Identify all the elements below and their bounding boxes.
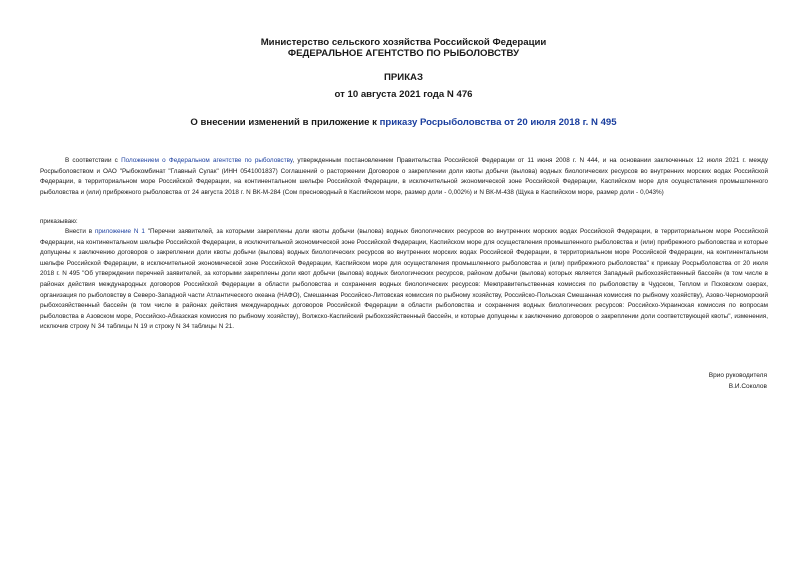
appendix-1-link[interactable]: приложение N 1 [94, 228, 145, 235]
operative-text-rest: "Перечни заявителей, за которыми закреплены доли квоты добычи (вылова) водных биологических ресурсов во внутренних морских водах Российской Федерации, в территориальном море Российской Федерации, на континентальном шельфе Российской Федерации, в исключительной экономической зоне Российской Федерации, Каспийском море для осуществления промышленного рыболовства и (или) прибрежного рыболовства и которые допущены к заключению договоров о закреплении доли квоты добычи (вылова) водных биологических ресурсов во внутренних морских водах Российской Федерации, в территориальном море Российской Федерации, на континентальном шельфе Российской Федерации, в исключительной экономической зоне Российской Федерации, Каспийском море для осуществления промышленного рыболовства и (или) прибрежного рыболовства" к приказу Росрыболовства от 20 июля 2018 г. N 495 "Об утверждении перечней заявителей, за которыми закреплены доли квот добычи (вылова) водных биологических ресурсов, районом добычи (вылова) которых является Западный рыбохозяйственный бассейн (в том числе в районах действия международных договоров Российской Федерации в области рыболовства и сохранения водных биологических ресурсов: Межправительственная комиссия по рыболовству в Чудском, Теплом и Псковском озерах, организация по рыболовству в Северо-Западной части Атлантического океана (НАФО), Смешанная Российско-Литовская комиссия по рыбному хозяйству, Российско-Польская Смешанная комиссия по рыбному хозяйству), Азово-Черноморский рыбохозяйственный бассейн (в том числе в районах действия международных договоров Российской Федерации в области рыболовства и сохранения водных биологических ресурсов: Российско-Украинская комиссия по вопросам рыболовства в Азовском море, Российско-Абхазская комиссия по рыбному хозяйству), Волжско-Каспийский рыбохозяйственный бассейн, и которые допущены к заключению договоров о закреплении доли соответствующей квоты", изменения, исключив строку N 34 таблицы N 19 и строку N 34 таблицы N 21. [40, 228, 768, 331]
document-title-prefix: О внесении изменений в приложение к [190, 117, 380, 128]
order-495-link[interactable]: приказу Росрыболовства от 20 июля 2018 г. N 495 [379, 117, 617, 128]
document-type-heading: ПРИКАЗ [384, 72, 423, 83]
agency-heading: ФЕДЕРАЛЬНОЕ АГЕНТСТВО ПО РЫБОЛОВСТВУ [287, 48, 520, 59]
preamble-paragraph [40, 156, 768, 198]
ministry-heading: Министерство сельского хозяйства Российской Федерации [260, 37, 547, 48]
agency-regulation-link[interactable]: Положением о Федеральном агентстве по рыболовству [121, 157, 293, 164]
order-word-paragraph: приказываю: [40, 218, 78, 225]
signatory-name: В.И.Соколов [728, 383, 767, 390]
signatory-role: Врио руководителя [708, 372, 767, 379]
preamble-text-start: В соответствии с [65, 157, 122, 164]
date-number-heading: от 10 августа 2021 года N 476 [334, 89, 473, 100]
preamble-text-rest: , утвержденным постановлением Правительства Российской Федерации от 11 июня 2008 г. N 444, и на основании заключенных 12 июля 2021 г. между Росрыболовством и ОАО "Рыбокомбинат "Главный Сулак" (ИНН 0541001837) Соглашений о расторжении Договоров о закреплении доли квоты добычи (вылова) водных биологических ресурсов во внутренних морских водах Российской Федерации, в территориальном море Российской Федерации, на континентальном шельфе Российской Федерации, в исключительной экономической зоне Российской Федерации, Каспийском море для осуществления промышленного рыболовства и (или) прибрежного рыболовства от 24 августа 2018 г. N ВК-М-284 (Сом пресноводный в Каспийском море, размер доли - 0,002%) и N ВК-М-438 (Щука в Каспийском море, размер доли - 0,043%) [40, 157, 768, 196]
operative-text-start: Внести в [65, 228, 95, 235]
operative-paragraph [40, 227, 768, 333]
document-title [0, 117, 807, 129]
